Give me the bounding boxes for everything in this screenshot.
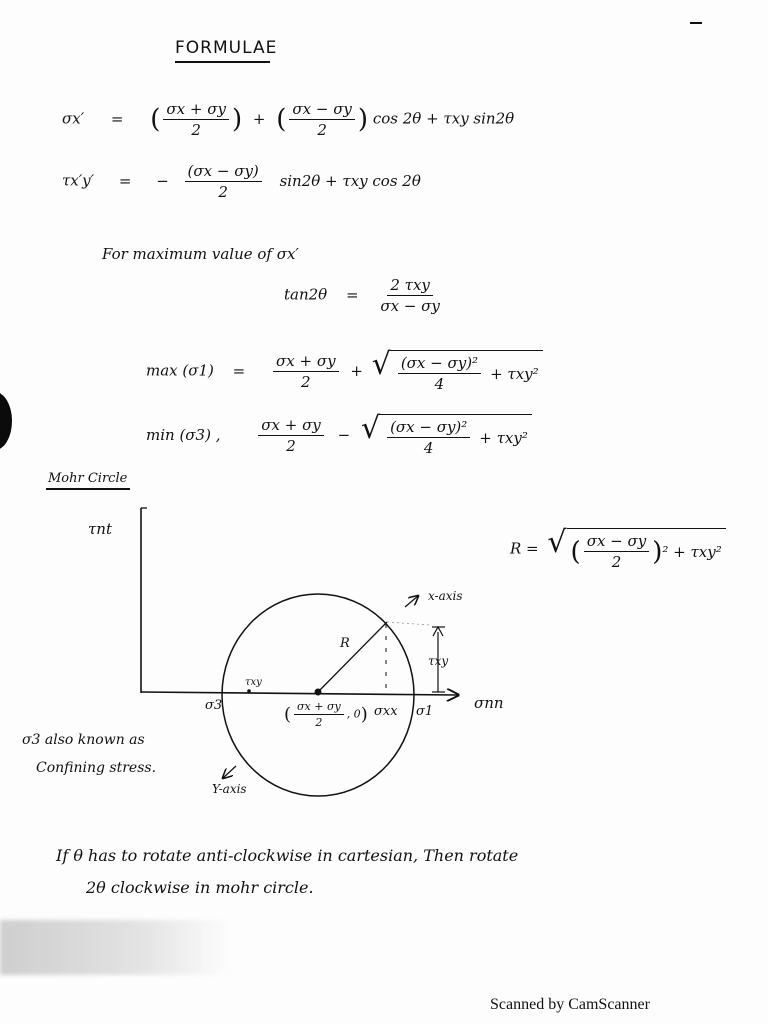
- min-radical: √ $\frac{\text{(σx − σy)²}}{4}$ + τxy²: [361, 414, 532, 457]
- tau-xy-left-label: τxy: [245, 677, 262, 688]
- max-num: σx + σy: [273, 352, 339, 372]
- min-rad-tail: + τxy²: [479, 428, 528, 447]
- scanner-watermark: Scanned by CamScanner: [490, 996, 650, 1013]
- radius-tail: ² + τxy²: [662, 542, 722, 561]
- confining-note-line2: Confining stress.: [36, 760, 157, 776]
- max-op: +: [350, 361, 363, 380]
- eq1-plus: +: [252, 109, 266, 128]
- radius-num: σx − σy: [584, 532, 650, 552]
- eq2-minus: −: [156, 171, 169, 190]
- tan-lhs: tan2θ: [284, 285, 328, 304]
- tan-num: 2 τxy: [387, 276, 433, 296]
- center-num: σx + σy: [294, 700, 344, 715]
- eq1-lhs: σx′: [62, 109, 85, 128]
- center-tail: , 0: [346, 707, 361, 721]
- max-den: 2: [301, 373, 311, 391]
- y-axis-arrow: [223, 766, 236, 778]
- y-axis-label: Y-axis: [212, 782, 247, 796]
- eq2-tail: sin2θ + τxy cos 2θ: [279, 171, 421, 190]
- radius-line: [318, 622, 387, 692]
- eq1-term2-num: σx − σy: [289, 100, 355, 120]
- eq1-tail: cos 2θ + τxy sin2θ: [372, 109, 515, 128]
- min-num: σx + σy: [258, 416, 324, 436]
- eq1-equals: =: [110, 109, 124, 128]
- eq2-lhs: τx′y′: [62, 171, 95, 190]
- sigma-axis: [141, 692, 458, 695]
- tau-nt-label: τnt: [88, 520, 112, 538]
- center-den: 2: [315, 716, 323, 729]
- eq2-den: 2: [218, 183, 228, 201]
- tan-den: σx − σy: [380, 297, 440, 315]
- eq1-term1-num: σx + σy: [163, 100, 229, 120]
- tau-xy-right-label: τxy: [428, 654, 449, 668]
- eq2-equals: =: [118, 171, 132, 190]
- x-axis-arrow: [405, 596, 418, 607]
- max-value-heading: For maximum value of σx′: [102, 245, 299, 263]
- mohr-circle-title: Mohr Circle: [48, 471, 128, 486]
- radius-lhs: R =: [510, 539, 539, 558]
- tau-left-point: [247, 689, 251, 693]
- confining-note-line1: σ3 also known as: [22, 732, 145, 748]
- max-rad-den: 4: [434, 375, 445, 393]
- eq1-term2-den: 2: [317, 121, 327, 139]
- equation-sigma-x-prime: σx′ = ( $\frac{\sigma x + \sigma y}{2}$ ) + ( $\frac{\sigma x - \sigma y}{2}$ ) cos 2θ + τxy sin2θ: [62, 100, 515, 139]
- tan-equals: =: [346, 285, 359, 304]
- page-title: FORMULAE: [175, 38, 278, 58]
- rotation-rule-line2: 2θ clockwise in mohr circle.: [86, 878, 314, 897]
- center-label: ( $\frac{\sigma x + \sigma y}{2}$ , 0): [284, 700, 368, 729]
- eq1-term1-den: 2: [191, 121, 201, 139]
- max-rad-num: (σx − σy)²: [398, 354, 481, 374]
- sigma-x-label: σxx: [374, 704, 398, 719]
- min-rad-num: (σx − σy)²: [387, 418, 470, 438]
- sigma3-label: σ3: [205, 698, 223, 713]
- max-lhs: max (σ1): [146, 361, 214, 380]
- top-dotted: [387, 622, 430, 625]
- eq2-num: (σx − σy): [185, 162, 262, 182]
- min-den: 2: [286, 437, 296, 455]
- radius-radical: √ ( $\frac{\sigma x - \sigma y}{2}$ ) ² + τxy²: [547, 528, 725, 571]
- radius-den: 2: [611, 553, 622, 571]
- x-axis-label: x-axis: [428, 589, 463, 603]
- radius-label: R: [340, 636, 350, 651]
- max-radical: √ $\frac{\text{(σx − σy)²}}{4}$ + τxy²: [372, 350, 543, 393]
- min-lhs: min (σ3) ,: [146, 425, 221, 444]
- max-rad-tail: + τxy²: [490, 364, 539, 383]
- max-equals: =: [232, 361, 246, 380]
- sigma1-label: σ1: [416, 704, 434, 719]
- rotation-rule-line1: If θ has to rotate anti-clockwise in cartesian, Then rotate: [56, 846, 519, 865]
- sigma-nn-label: σnn: [474, 694, 504, 712]
- min-op: −: [337, 425, 351, 444]
- min-rad-den: 4: [423, 439, 434, 457]
